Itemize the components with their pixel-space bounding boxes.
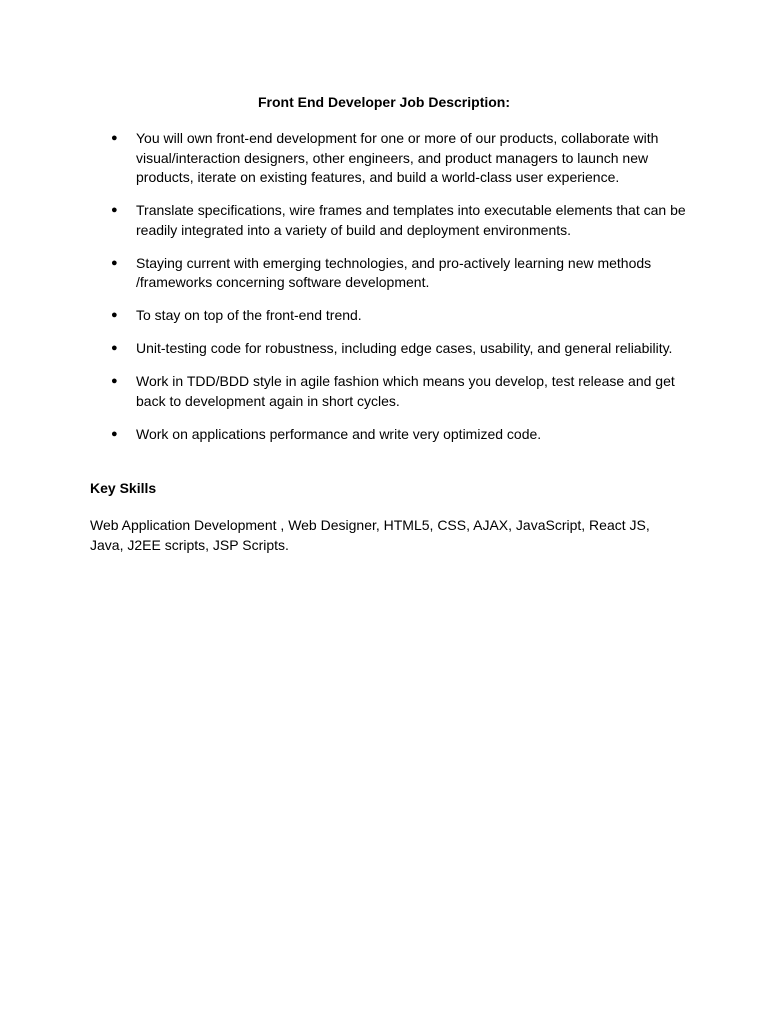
responsibilities-list <box>90 129 690 458</box>
list-item-text: Staying current with emerging technologies, and pro-actively learning new methods /frameworks concerning software development. <box>136 254 652 290</box>
bullet-icon: ● <box>111 256 118 269</box>
list-item <box>90 339 690 359</box>
bullet-icon: ● <box>111 375 118 387</box>
list-item-text: Unit-testing code for robustness, including edge cases, usability, and general reliability. <box>136 340 673 356</box>
bullet-icon: ● <box>111 342 118 354</box>
key-skills-heading: Key Skills <box>90 480 157 496</box>
list-item-text: You will own front-end development for one or more of our products, collaborate with visual/interaction designers, other engineers, and product managers to launch new products, iterate on existing features, and build a world-class user experience. <box>136 130 659 185</box>
list-item-text: Translate specifications, wire frames and templates into executable elements that can be readily integrated into a variety of build and deployment environments. <box>136 202 686 238</box>
page-title: Front End Developer Job Description: <box>257 94 511 110</box>
bullet-icon: ● <box>111 427 118 440</box>
key-skills-text: Web Application Development , Web Designer, HTML5, CSS, AJAX, JavaScript, React JS, Java, J2EE scripts, JSP Scripts. <box>90 517 650 553</box>
list-item <box>90 201 690 240</box>
list-item <box>90 129 690 188</box>
bullet-icon: ● <box>111 204 118 216</box>
bullet-icon: ● <box>111 132 118 144</box>
list-item-text: Work on applications performance and write very optimized code. <box>136 425 542 442</box>
list-item-text: To stay on top of the front-end trend. <box>136 307 362 323</box>
list-item <box>90 425 690 445</box>
list-item <box>90 372 690 411</box>
list-item-text: Work in TDD/BDD style in agile fashion which means you develop, test release and get back to development again in short cycles. <box>136 373 675 409</box>
list-item <box>90 306 690 326</box>
list-item <box>90 254 690 293</box>
bullet-icon: ● <box>111 309 118 321</box>
